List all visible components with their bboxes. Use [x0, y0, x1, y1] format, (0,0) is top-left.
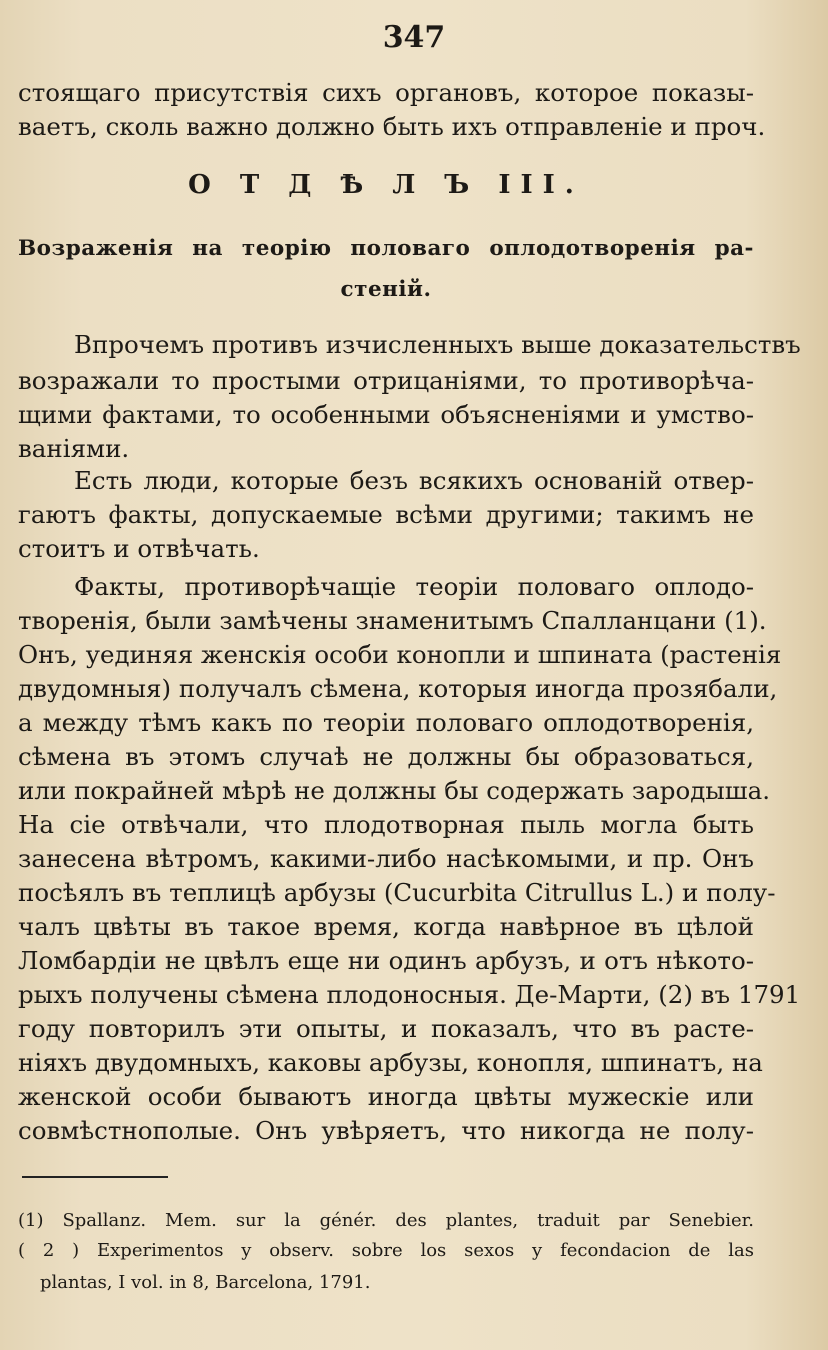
text-line: гаютъ факты, допускаемые всѣми другими; такимъ не	[18, 500, 754, 529]
text-line: ніяхъ двудомныхъ, каковы арбузы, конопля, шпинатъ, на	[18, 1048, 763, 1077]
section-subtitle-end: стеній.	[340, 277, 432, 302]
text-line: творенія, были замѣчены знаменитымъ Спалланцани (1).	[18, 606, 767, 635]
section-subtitle: Возраженія на теорію половаго оплодотворенія ра-	[18, 236, 754, 261]
text-line: посѣялъ въ теплицѣ арбузы (Cucurbita Citrullus L.) и полу-	[18, 878, 776, 907]
page-number: 347	[382, 20, 446, 55]
text-line: возражали то простыми отрицаніями, то противорѣча-	[18, 366, 754, 395]
text-line: сѣмена въ этомъ случаѣ не должны бы образоваться,	[18, 742, 754, 771]
text-line: Факты, противорѣчащіе теоріи половаго оплодо-	[74, 572, 754, 601]
footnote-continuation: plantas, I vol. in 8, Barcelona, 1791.	[40, 1272, 371, 1293]
text-line: Есть люди, которые безъ всякихъ основаній отвер-	[74, 466, 754, 495]
footnote: ( 2 ) Experimentos y observ. sobre los sexos y fecondacion de las	[18, 1240, 754, 1261]
footnote-separator	[22, 1176, 168, 1178]
text-line: двудомныя) получалъ сѣмена, которыя иногда прозябали,	[18, 674, 778, 703]
text-line: а между тѣмъ какъ по теоріи половаго оплодотворенія,	[18, 708, 754, 737]
text-line: стоитъ и отвѣчать.	[18, 534, 260, 563]
text-line: совмѣстнополые. Онъ увѣряетъ, что никогда не полу-	[18, 1116, 754, 1145]
text-line: ваніями.	[18, 434, 130, 463]
section-heading: О Т Д Ѣ Л Ъ III.	[188, 170, 584, 200]
text-line: щими фактами, то особенными объясненіями и умство-	[18, 400, 754, 429]
text-line: На сіе отвѣчали, что плодотворная пыль могла быть	[18, 810, 754, 839]
text-line: чалъ цвѣты въ такое время, когда навѣрное въ цѣлой	[18, 912, 754, 941]
text-line: году повторилъ эти опыты, и показалъ, что въ расте-	[18, 1014, 754, 1043]
text-line: ваетъ, сколь важно должно быть ихъ отправленіе и проч.	[18, 112, 766, 141]
text-line: рыхъ получены сѣмена плодоносныя. Де-Марти, (2) въ 1791	[18, 980, 801, 1009]
text-line: Онъ, уединяя женскія особи конопли и шпината (растенія	[18, 640, 782, 669]
footnote: (1) Spallanz. Mem. sur la génér. des plantes, traduit par Senebier.	[18, 1210, 754, 1231]
text-line: или покрайней мѣрѣ не должны бы содержать зародыша.	[18, 776, 770, 805]
text-line: Ломбардіи не цвѣлъ еще ни одинъ арбузъ, и отъ нѣкото-	[18, 946, 754, 975]
text-line: занесена вѣтромъ, какими-либо насѣкомыми, и пр. Онъ	[18, 844, 754, 873]
text-line: стоящаго присутствія сихъ органовъ, которое показы-	[18, 78, 754, 107]
text-line: женской особи бываютъ иногда цвѣты мужескіе или	[18, 1082, 754, 1111]
text-line: Впрочемъ противъ изчисленныхъ выше доказательствъ	[74, 330, 801, 359]
